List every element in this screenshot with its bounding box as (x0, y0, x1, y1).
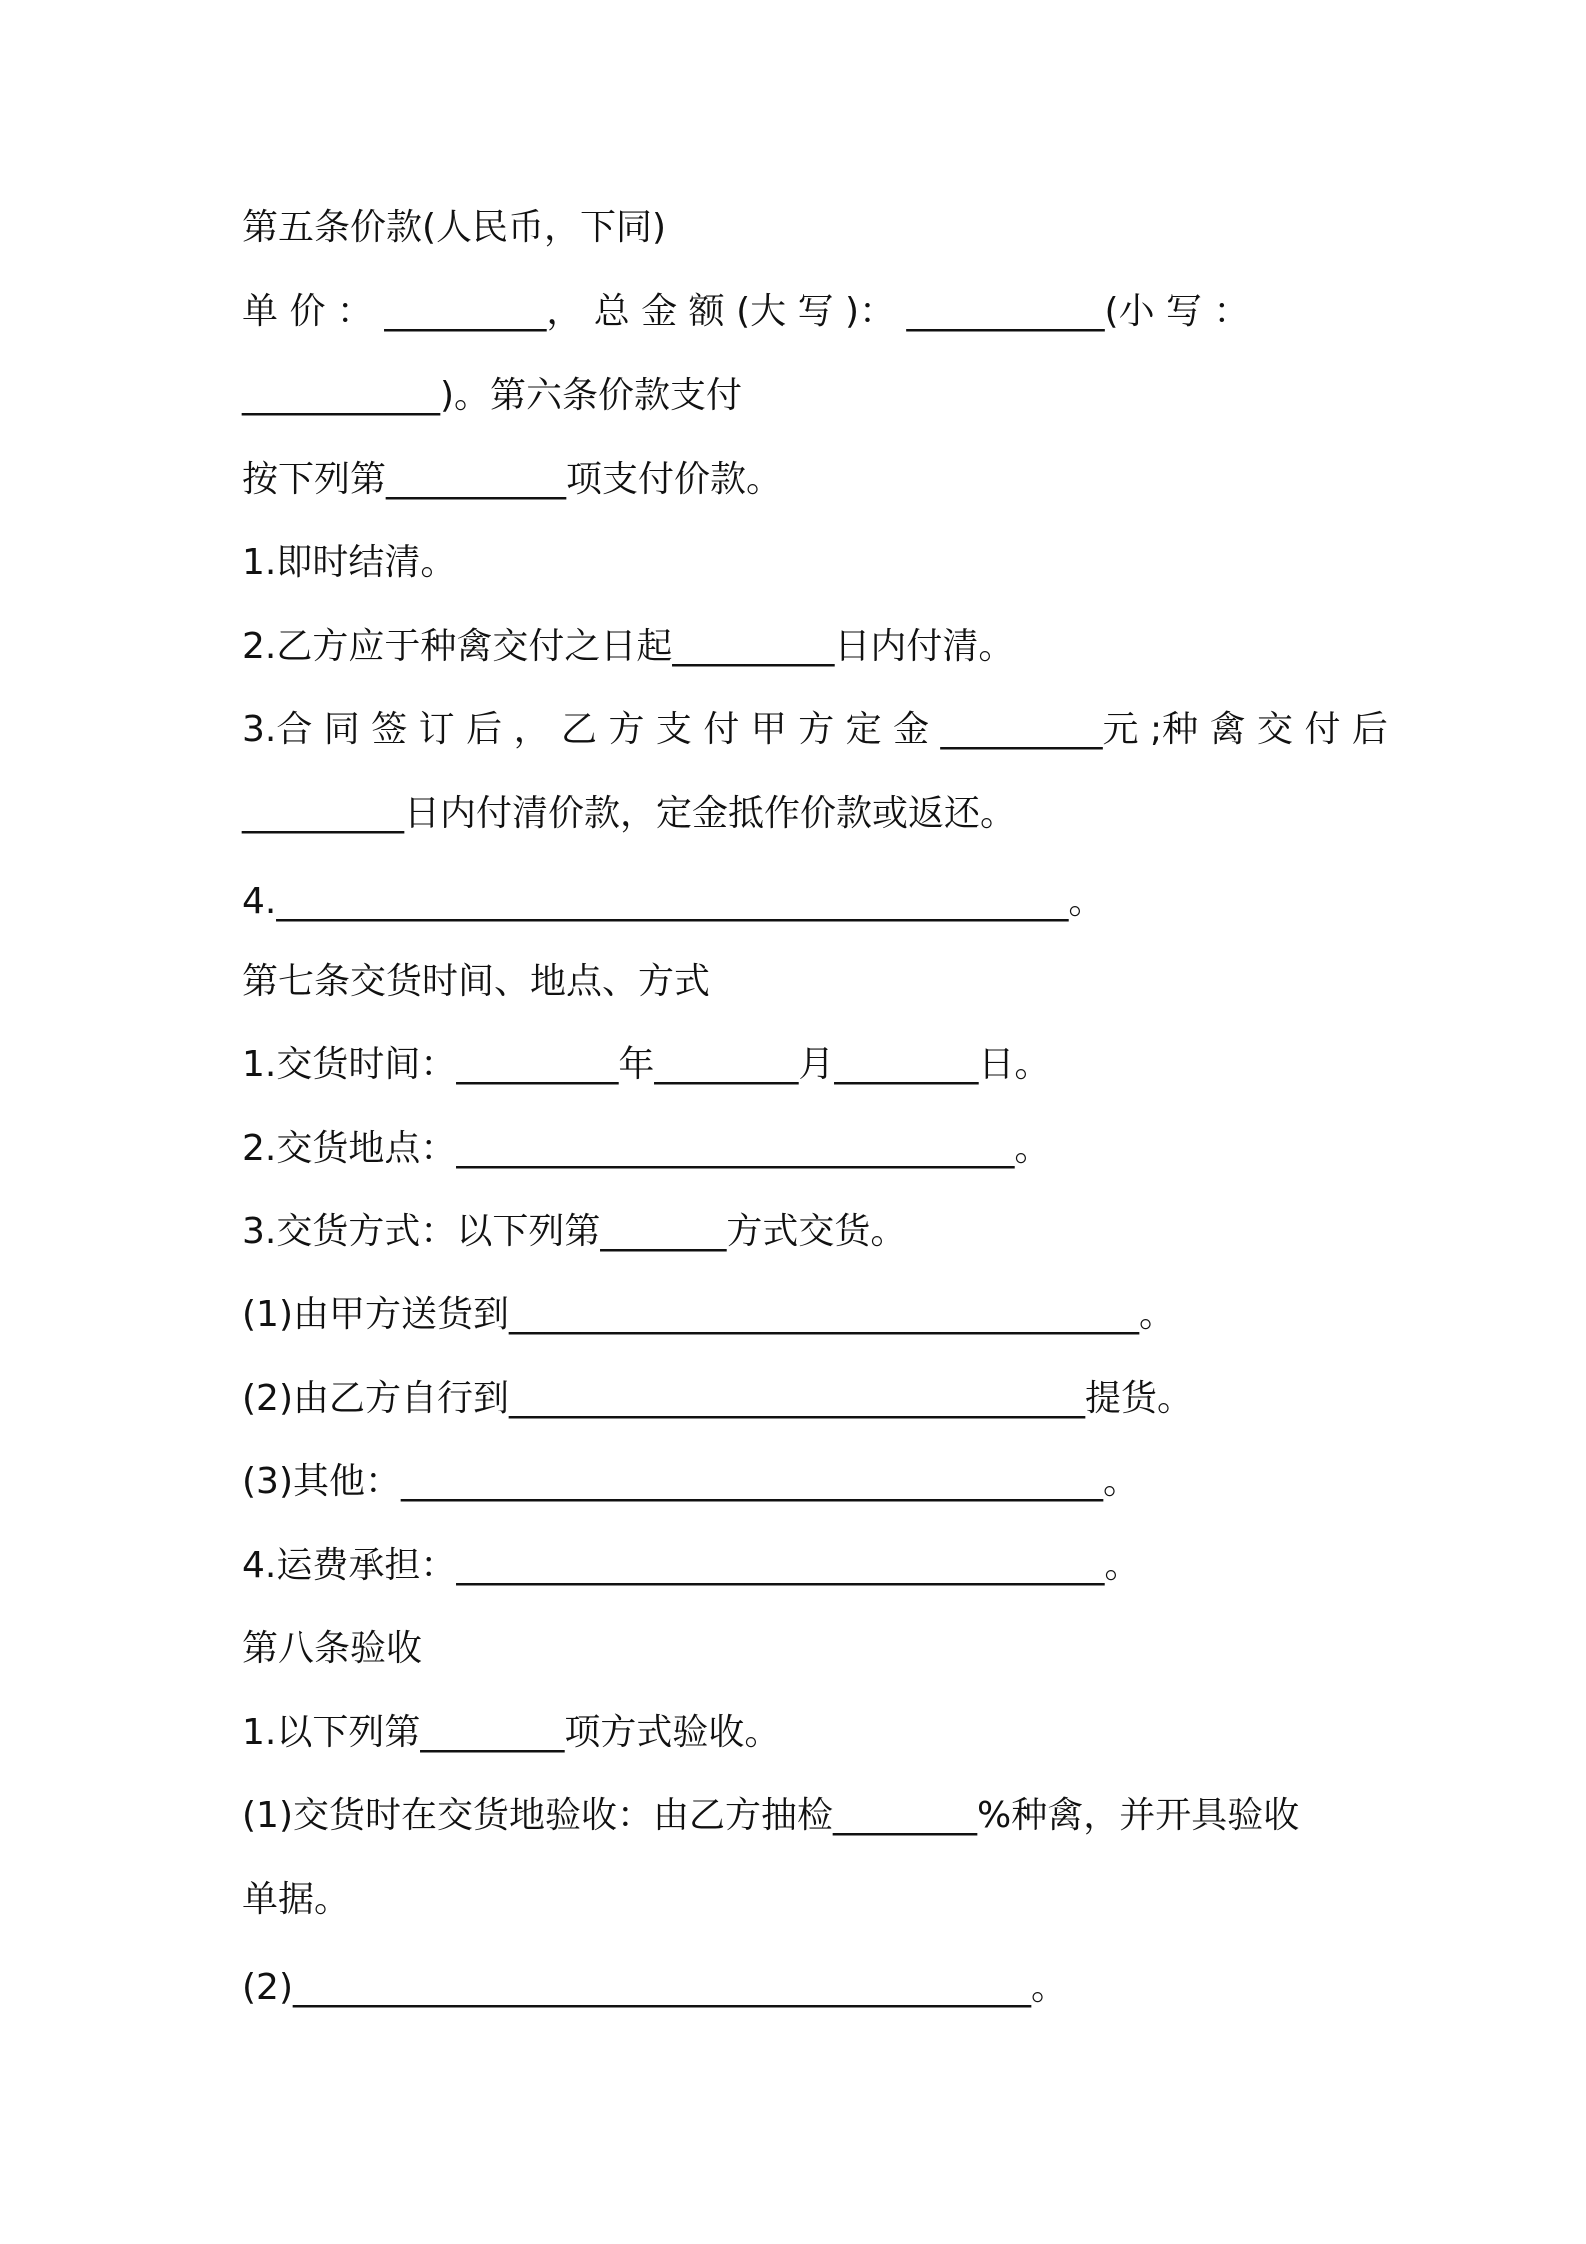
payment-item-4: 4.____________________________________________。 (242, 881, 1105, 922)
delivery-time-line: 1.交货时间：_________年________月________日。 (242, 1044, 1051, 1085)
inspection-option-1-cont: 单据。 (242, 1879, 351, 1920)
payment-item-1: 1.即时结清。 (242, 542, 457, 583)
inspection-method-line: 1.以下列第________项方式验收。 (242, 1712, 781, 1753)
delivery-option-2: (2)由乙方自行到________________________________提货。 (242, 1378, 1193, 1419)
inspection-option-2: (2)_________________________________________。 (242, 1967, 1067, 2008)
delivery-option-1: (1)由甲方送货到___________________________________。 (242, 1294, 1175, 1335)
article-5-heading: 第五条价款(人民币，下同) (242, 207, 667, 248)
delivery-method-line: 3.交货方式：以下列第_______方式交货。 (242, 1211, 907, 1252)
article-7-heading: 第七条交货时间、地点、方式 (242, 961, 711, 1002)
article-8-heading: 第八条验收 (242, 1628, 423, 1669)
lowercase-amount-line: ___________)。第六条价款支付 (242, 375, 743, 416)
payment-option-line: 按下列第__________项支付价款。 (242, 459, 783, 500)
freight-line: 4.运费承担：____________________________________。 (242, 1545, 1141, 1586)
payment-item-3-cont: _________日内付清价款，定金抵作价款或返还。 (242, 793, 1017, 834)
delivery-place-line: 2.交货地点：_______________________________。 (242, 1128, 1051, 1169)
payment-item-3: 3.合 同 签 订 后 ， 乙 方 支 付 甲 方 定 金 _________元 ;种 禽 交 付 后 (242, 709, 1388, 750)
unit-price-line: 单 价 ： _________， 总 金 额 (大 写 )： ___________(小 写 ： (242, 291, 1250, 332)
delivery-option-3: (3)其他：_______________________________________。 (242, 1461, 1139, 1502)
payment-item-2: 2.乙方应于种禽交付之日起_________日内付清。 (242, 626, 1015, 667)
inspection-option-1: (1)交货时在交货地验收：由乙方抽检________%种禽，并开具验收 (242, 1795, 1300, 1836)
